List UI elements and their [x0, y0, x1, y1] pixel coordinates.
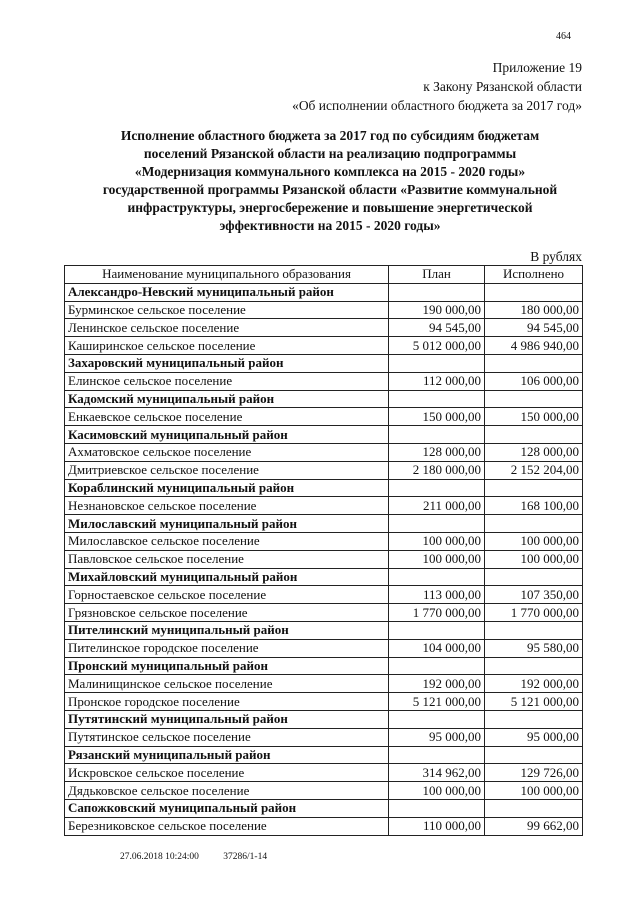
cell-done: 100 000,00 — [485, 550, 583, 568]
district-row — [65, 710, 583, 728]
cell-name: Рязанский муниципальный район — [65, 746, 389, 764]
header-done: Исполнено — [485, 266, 583, 284]
title-line: государственной программы Рязанской области «Развитие коммунальной — [102, 182, 558, 197]
title-line: эффективности на 2015 - 2020 годы» — [219, 218, 441, 233]
cell-done: 100 000,00 — [485, 532, 583, 550]
table-row — [65, 764, 583, 782]
district-row — [65, 515, 583, 533]
cell-name: Милославское сельское поселение — [65, 532, 389, 550]
table-row — [65, 693, 583, 711]
title-line: поселений Рязанской области на реализацию подпрограммы — [143, 146, 517, 161]
cell-name: Кадомский муниципальный район — [65, 390, 389, 408]
cell-plan — [389, 390, 485, 408]
footer-doc-id: 37286/1-14 — [223, 852, 268, 862]
cell-done: 100 000,00 — [485, 782, 583, 800]
cell-done — [485, 283, 583, 301]
cell-name: Ахматовское сельское поселение — [65, 443, 389, 461]
table-row — [65, 604, 583, 622]
cell-done — [485, 515, 583, 533]
cell-done: 94 545,00 — [485, 319, 583, 337]
table-row — [65, 319, 583, 337]
table-row — [65, 550, 583, 568]
table-header-row — [65, 266, 583, 284]
table-row — [65, 639, 583, 657]
cell-done — [485, 746, 583, 764]
cell-name: Дмитриевское сельское поселение — [65, 461, 389, 479]
footer — [120, 852, 289, 862]
cell-plan — [389, 283, 485, 301]
cell-plan — [389, 426, 485, 444]
cell-plan: 94 545,00 — [389, 319, 485, 337]
district-row — [65, 568, 583, 586]
cell-done — [485, 390, 583, 408]
cell-done: 1 770 000,00 — [485, 604, 583, 622]
district-row — [65, 283, 583, 301]
table-row — [65, 817, 583, 835]
cell-done: 95 000,00 — [485, 728, 583, 746]
cell-plan: 100 000,00 — [389, 532, 485, 550]
cell-name: Александро-Невский муниципальный район — [65, 283, 389, 301]
table-row — [65, 372, 583, 390]
table-row — [65, 408, 583, 426]
cell-plan — [389, 568, 485, 586]
cell-plan — [389, 621, 485, 639]
cell-plan — [389, 354, 485, 372]
cell-done: 4 986 940,00 — [485, 337, 583, 355]
cell-name: Путятинское сельское поселение — [65, 728, 389, 746]
cell-name: Енкаевское сельское поселение — [65, 408, 389, 426]
cell-done: 129 726,00 — [485, 764, 583, 782]
cell-done: 180 000,00 — [485, 301, 583, 319]
header-name: Наименование муниципального образования — [65, 266, 389, 284]
cell-plan: 95 000,00 — [389, 728, 485, 746]
cell-name: Пронский муниципальный район — [65, 657, 389, 675]
cell-plan — [389, 746, 485, 764]
cell-plan: 100 000,00 — [389, 550, 485, 568]
district-row — [65, 354, 583, 372]
cell-plan — [389, 479, 485, 497]
table-row — [65, 532, 583, 550]
cell-done: 107 350,00 — [485, 586, 583, 604]
cell-name: Кораблинский муниципальный район — [65, 479, 389, 497]
cell-done: 2 152 204,00 — [485, 461, 583, 479]
cell-plan: 100 000,00 — [389, 782, 485, 800]
cell-done — [485, 710, 583, 728]
cell-name: Горностаевское сельское поселение — [65, 586, 389, 604]
cell-name: Милославский муниципальный район — [65, 515, 389, 533]
cell-done: 192 000,00 — [485, 675, 583, 693]
appendix-line: Приложение 19 — [492, 60, 582, 75]
cell-done: 168 100,00 — [485, 497, 583, 515]
table-body — [65, 283, 583, 835]
cell-done: 95 580,00 — [485, 639, 583, 657]
cell-name: Касимовский муниципальный район — [65, 426, 389, 444]
cell-name: Сапожковский муниципальный район — [65, 799, 389, 817]
table-row — [65, 461, 583, 479]
table-row — [65, 337, 583, 355]
cell-name: Грязновское сельское поселение — [65, 604, 389, 622]
district-row — [65, 390, 583, 408]
appendix-line: «Об исполнении областного бюджета за 2017 год» — [292, 98, 582, 113]
table-row — [65, 586, 583, 604]
cell-name: Ленинское сельское поселение — [65, 319, 389, 337]
cell-name: Малинищинское сельское поселение — [65, 675, 389, 693]
title-line: инфраструктуры, энергосбережение и повышение энергетической — [127, 200, 533, 215]
cell-plan: 211 000,00 — [389, 497, 485, 515]
page-number: 464 — [556, 31, 571, 42]
units-label: В рублях — [530, 249, 582, 264]
title-line: Исполнение областного бюджета за 2017 год по субсидиям бюджетам — [120, 128, 540, 143]
document-title — [60, 127, 600, 235]
cell-name: Бурминское сельское поселение — [65, 301, 389, 319]
cell-plan: 128 000,00 — [389, 443, 485, 461]
table-row — [65, 301, 583, 319]
district-row — [65, 657, 583, 675]
subsidy-table — [64, 265, 583, 836]
cell-plan: 1 770 000,00 — [389, 604, 485, 622]
cell-plan: 314 962,00 — [389, 764, 485, 782]
district-row — [65, 479, 583, 497]
cell-done — [485, 799, 583, 817]
cell-done: 128 000,00 — [485, 443, 583, 461]
cell-done: 106 000,00 — [485, 372, 583, 390]
cell-plan: 5 121 000,00 — [389, 693, 485, 711]
cell-plan — [389, 657, 485, 675]
cell-name: Михайловский муниципальный район — [65, 568, 389, 586]
cell-name: Каширинское сельское поселение — [65, 337, 389, 355]
cell-done: 5 121 000,00 — [485, 693, 583, 711]
cell-name: Незнановское сельское поселение — [65, 497, 389, 515]
cell-done: 99 662,00 — [485, 817, 583, 835]
cell-plan: 113 000,00 — [389, 586, 485, 604]
cell-done — [485, 354, 583, 372]
cell-name: Березниковское сельское поселение — [65, 817, 389, 835]
cell-plan: 192 000,00 — [389, 675, 485, 693]
cell-plan: 150 000,00 — [389, 408, 485, 426]
appendix-line: к Закону Рязанской области — [423, 79, 582, 94]
cell-name: Павловское сельское поселение — [65, 550, 389, 568]
table-row — [65, 728, 583, 746]
cell-name: Искровское сельское поселение — [65, 764, 389, 782]
table-row — [65, 443, 583, 461]
cell-name: Пителинский муниципальный район — [65, 621, 389, 639]
cell-name: Елинское сельское поселение — [65, 372, 389, 390]
footer-datetime: 27.06.2018 10:24:00 — [120, 852, 199, 862]
cell-done: 150 000,00 — [485, 408, 583, 426]
cell-name: Захаровский муниципальный район — [65, 354, 389, 372]
cell-done — [485, 568, 583, 586]
table-row — [65, 497, 583, 515]
cell-name: Пителинское городское поселение — [65, 639, 389, 657]
title-line: «Модернизация коммунального комплекса на 2015 - 2020 годы» — [134, 164, 526, 179]
cell-plan — [389, 515, 485, 533]
district-row — [65, 621, 583, 639]
district-row — [65, 799, 583, 817]
cell-name: Дядьковское сельское поселение — [65, 782, 389, 800]
district-row — [65, 426, 583, 444]
cell-plan — [389, 710, 485, 728]
cell-name: Пронское городское поселение — [65, 693, 389, 711]
cell-plan: 112 000,00 — [389, 372, 485, 390]
cell-done — [485, 479, 583, 497]
header-plan: План — [389, 266, 485, 284]
cell-plan: 110 000,00 — [389, 817, 485, 835]
cell-plan: 5 012 000,00 — [389, 337, 485, 355]
district-row — [65, 746, 583, 764]
cell-done — [485, 621, 583, 639]
cell-plan: 190 000,00 — [389, 301, 485, 319]
table-row — [65, 782, 583, 800]
cell-name: Путятинский муниципальный район — [65, 710, 389, 728]
appendix-header — [292, 58, 582, 115]
cell-plan: 104 000,00 — [389, 639, 485, 657]
cell-plan — [389, 799, 485, 817]
cell-plan: 2 180 000,00 — [389, 461, 485, 479]
cell-done — [485, 657, 583, 675]
cell-done — [485, 426, 583, 444]
table-row — [65, 675, 583, 693]
